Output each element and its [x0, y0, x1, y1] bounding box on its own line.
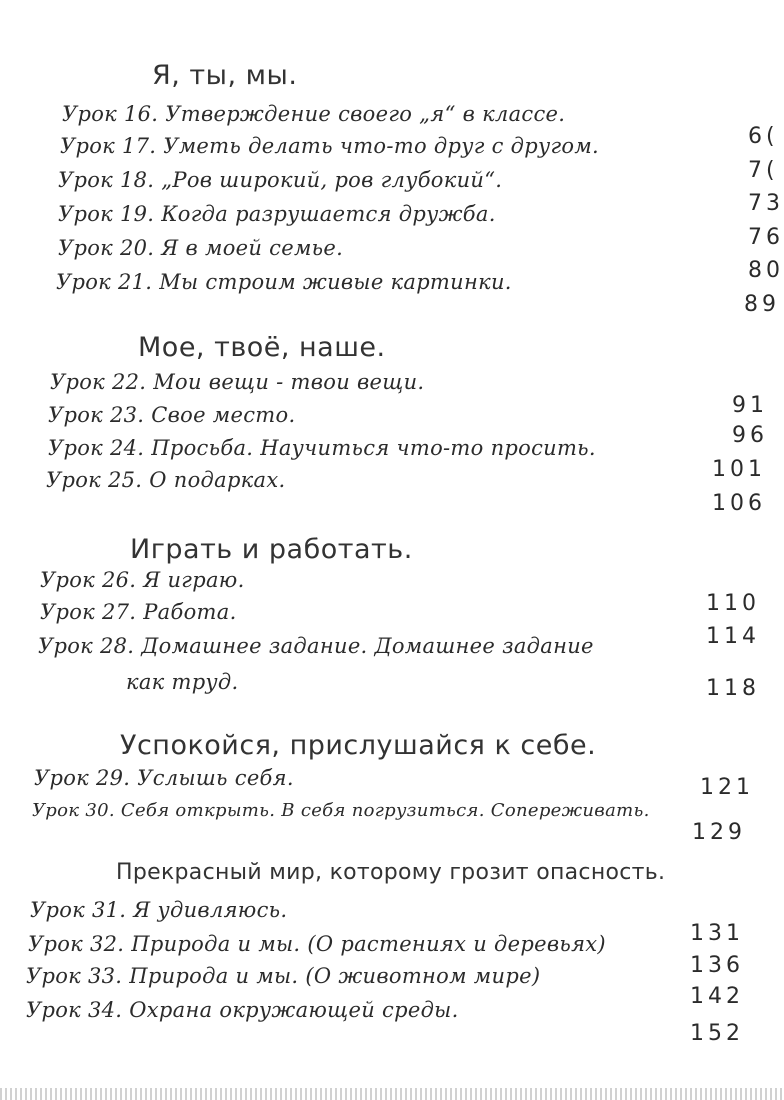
page-number-16: 6( [748, 124, 779, 149]
section-heading-1: Я, ты, мы. [152, 60, 298, 91]
lesson-21: Урок 21. Мы строим живые картинки. [56, 270, 512, 294]
page-number-19: 76 [748, 225, 784, 250]
lesson-19: Урок 19. Когда разрушается дружба. [58, 202, 496, 226]
page-number-26: 110 [706, 591, 760, 616]
lesson-24: Урок 24. Просьба. Научиться что-то просить. [48, 436, 596, 460]
lesson-33: Урок 33. Природа и мы. (О животном мире) [26, 964, 541, 988]
page-number-18: 73 [748, 191, 784, 216]
page-number-29: 121 [700, 775, 754, 800]
lesson-22: Урок 22. Мои вещи - твои вещи. [50, 370, 425, 394]
page-number-23: 96 [732, 423, 768, 448]
lesson-28-continued: как труд. [126, 670, 239, 694]
lesson-20: Урок 20. Я в моей семье. [58, 236, 344, 260]
page-number-20: 80 [748, 258, 784, 283]
page-bottom-edge [0, 1088, 784, 1100]
section-heading-2: Мое, твоё, наше. [138, 332, 386, 363]
page-number-21: 89 [744, 292, 780, 317]
section-heading-5: Прекрасный мир, которому грозит опасность. [116, 860, 666, 885]
page-number-25: 106 [712, 491, 766, 516]
lesson-23: Урок 23. Свое место. [48, 403, 296, 427]
lesson-31: Урок 31. Я удивляюсь. [30, 898, 288, 922]
section-heading-3: Играть и работать. [130, 534, 413, 565]
lesson-32: Урок 32. Природа и мы. (О растениях и деревьях) [28, 932, 606, 956]
section-heading-4: Успокойся, прислушайся к себе. [120, 730, 597, 761]
lesson-16: Урок 16. Утверждение своего „я“ в классе. [62, 102, 566, 126]
page-number-24: 101 [712, 457, 766, 482]
lesson-25: Урок 25. О подарках. [46, 468, 286, 492]
lesson-28: Урок 28. Домашнее задание. Домашнее задание [38, 634, 594, 658]
page-number-31: 131 [690, 921, 744, 946]
lesson-26: Урок 26. Я играю. [40, 568, 245, 592]
lesson-34: Урок 34. Охрана окружающей среды. [26, 998, 459, 1022]
page-number-27: 114 [706, 624, 760, 649]
page-number-22: 91 [732, 393, 768, 418]
page-number-32: 136 [690, 953, 744, 978]
page-number-34: 152 [690, 1021, 744, 1046]
page-number-30: 129 [692, 820, 746, 845]
lesson-29: Урок 29. Услышь себя. [34, 766, 294, 790]
page-number-17: 7( [748, 158, 779, 183]
lesson-18: Урок 18. „Ров широкий, ров глубокий“. [58, 168, 503, 192]
lesson-30: Урок 30. Себя открыть. В себя погрузиться. Сопереживать. [32, 800, 650, 821]
lesson-27: Урок 27. Работа. [40, 600, 237, 624]
lesson-17: Урок 17. Уметь делать что-то друг с другом. [60, 134, 600, 158]
page-number-28: 118 [706, 676, 760, 701]
page-number-33: 142 [690, 984, 744, 1009]
